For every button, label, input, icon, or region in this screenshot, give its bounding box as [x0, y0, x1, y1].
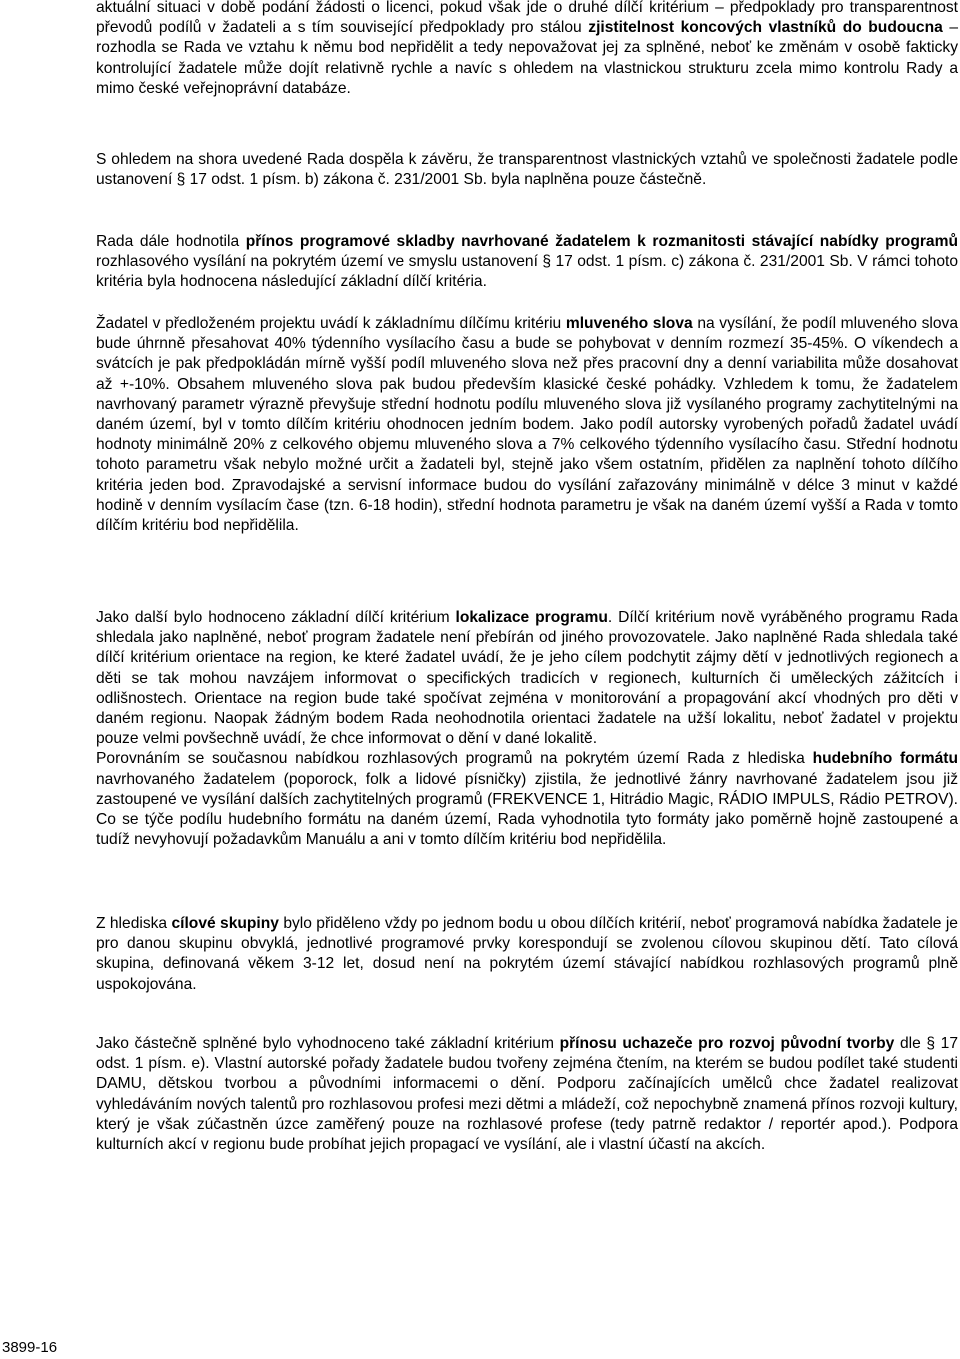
body-text: bylo přiděleno vždy po jednom bodu u obou dílčích kritérií, neboť programová nabídka žadatele je pro danou skupinu obvyklá, jednotlivé programové prvky korespondují se zvolenou cílovou skupinou dětí. Tato cílová skupina, definovaná věkem 3-12 let, dosud není na pokrytém území stávající nabídkou rozhlasových programů plně uspokojována. [96, 915, 958, 993]
paragraph-transparency-conclusion [96, 150, 958, 190]
body-text: Jako další bylo hodnoceno základní dílčí kritérium [96, 609, 456, 626]
body-text: Rada dále hodnotila [96, 233, 246, 250]
footer-page-code: 3899-16 [2, 1339, 58, 1356]
paragraph-spoken-word [96, 314, 958, 536]
paragraph-target-group [96, 914, 958, 995]
body-text: Jako částečně splněné bylo vyhodnoceno také základní kritérium [96, 1035, 560, 1052]
body-text: navrhovaného žadatelem (poporock, folk a lidové písničky) zjistila, že jednotlivé žánry navrhované žadatelem jsou již zastoupené ve vysílání dalších zachytitelných programů (FREKVENCE 1, Hitrádio Magic, RÁDIO IMPULS, Rádio PETROV). Co se týče podílu hudebního formátu na daném území, Rada vyhodnotila tyto formáty jako poměrně hojně zastoupené a tudíž nevyhovují požadavkům Manuálu a ani v tomto dílčím kritériu bod nepřidělila. [96, 770, 958, 849]
paragraph-program-diversity [96, 232, 958, 293]
body-text: na vysílání, že podíl mluveného slova bude úhrnně přesahovat 40% týdenního vysílacího času a bude se pohybovat v denním rozmezí 35-45%. O víkendech a svátcích je pak předpokládán mírně vyšší podíl mluveného slova než přes pracovní dny a denní variabilita může dosahovat až +-10%. Obsahem mluveného slova pak budou především klasické české pohádky. Vzhledem k tomu, že žadatelem navrhovaný parametr výrazně převyšuje střední hodnotu podílu mluveného slova již vysílaného programy zachytitelnými na daném území, byl v tomto dílčím kritériu ohodnocen jedním bodem. Jako podíl autorsky vyrobených pořadů žadatel uvádí hodnoty minimálně 20% z celkového objemu mluveného slova a 7% celkového týdenního vysílacího času. Střední hodnotu tohoto parametru však nebylo možné určit a žadateli byl, stejně jako všem ostatním, přidělen za naplnění tohoto dílčího kritéria jeden bod. Zpravodajské a servisní informace budou do vysílání zařazovány minimálně v délce 3 minut v každé hodině v denním vysílacím čase (tzn. 6-18 hodin), střední hodnota parametru je však na daném území vyšší a Rada v tomto dílčím kritériu bod nepřidělila. [96, 315, 958, 535]
body-text: Z hlediska [96, 915, 172, 932]
paragraph-original-production [96, 1034, 958, 1155]
emphasis-text: lokalizace programu [455, 609, 608, 626]
paragraph-localization-music-format [96, 608, 958, 850]
body-text: Porovnáním se současnou nabídkou rozhlasových programů na pokrytém území Rada z hlediska [96, 750, 813, 768]
emphasis-text: cílové skupiny [171, 915, 279, 932]
emphasis-text: zjistitelnost koncových vlastníků do budoucna [588, 19, 943, 37]
body-text: S ohledem na shora uvedené Rada dospěla k závěru, že transparentnost vlastnických vztahů ve společnosti žadatele podle ustanovení § 17 odst. 1 písm. b) zákona č. 231/2001 Sb. byla naplněna pouze částečně. [96, 151, 958, 189]
emphasis-text: hudebního formátu [812, 750, 958, 768]
body-text: rozhlasového vysílání na pokrytém území ve smyslu ustanovení § 17 odst. 1 písm. c) zákona č. 231/2001 Sb. V rámci tohoto kritéria byla hodnocena následující základní dílčí kritéria. [96, 253, 958, 291]
emphasis-text: mluveného slova [565, 315, 693, 332]
emphasis-text: přínosu uchazeče pro rozvoj původní tvorby [559, 1035, 895, 1052]
paragraph-ownership-transparency [96, 0, 958, 99]
body-text: aktuální situaci v době podání žádosti o licenci, pokud však jde o druhé dílčí kritérium – předpoklady pro transparentnost převodů podílů v žadateli a s tím související předpoklady pro stálou [96, 0, 958, 37]
body-text: – rozhodla se Rada ve vztahu k němu bod nepřidělit a tedy nepovažovat jej za splněné, neboť ke změnám v osobě fakticky kontrolující žadatele může dojít relativně rychle a navíc s ohledem na vlastnickou strukturu zcela mimo kontrolu Rady a mimo české veřejnoprávní databáze. [96, 19, 958, 97]
body-text: Žadatel v předloženém projektu uvádí k základnímu dílčímu kritériu [96, 315, 566, 332]
emphasis-text: přínos programové skladby navrhované žadatelem k rozmanitosti stávající nabídky programů [245, 233, 958, 250]
body-text: . Dílčí kritérium nově vyráběného programu Rada shledala jako naplněné, neboť program žadatele není přebírán od jiného provozovatele. Jako naplněné Rada shledala také dílčí kritérium orientace na region, ke které žadatel uvádí, že je jeho cílem podchytit zájmy dětí v jednotlivých regionech a děti se tak mohou navzájem informovat o specifických tradicích v regionech, kulturních či uměleckých zážitcích i odlišnostech. Orientace na region bude také spočívat zejména v monitorování a propagování akcí vhodných pro děti v daném regionu. Naopak žádným bodem Rada neohodnotila orientaci žadatele na užší lokalitu, neboť žadatel v projektu pouze velmi povšechně uvádí, že chce informovat o dění v dané lokalitě. [96, 609, 958, 748]
body-text: dle § 17 odst. 1 písm. e). Vlastní autorské pořady žadatele budou tvořeny zejména čtením, na kterém se budou podílet také studenti DAMU, dětskou tvorbou a původními informacemi o dění. Podporu začínajících umělců chce žadatel realizovat vyhledáváním nových talentů pro rozhlasovou profesi mezi dětmi a mládeží, což nepochybně znamená přínos rozvoji kultury, který je však zúčastněn úzce zaměřený pouze na rozhlasové profese (tedy patrně redaktor / reportér apod.). Podpora kulturních akcí v regionu bude probíhat jejich propagací ve vysílání, ale i vlastní účastí na akcích. [96, 1035, 959, 1154]
